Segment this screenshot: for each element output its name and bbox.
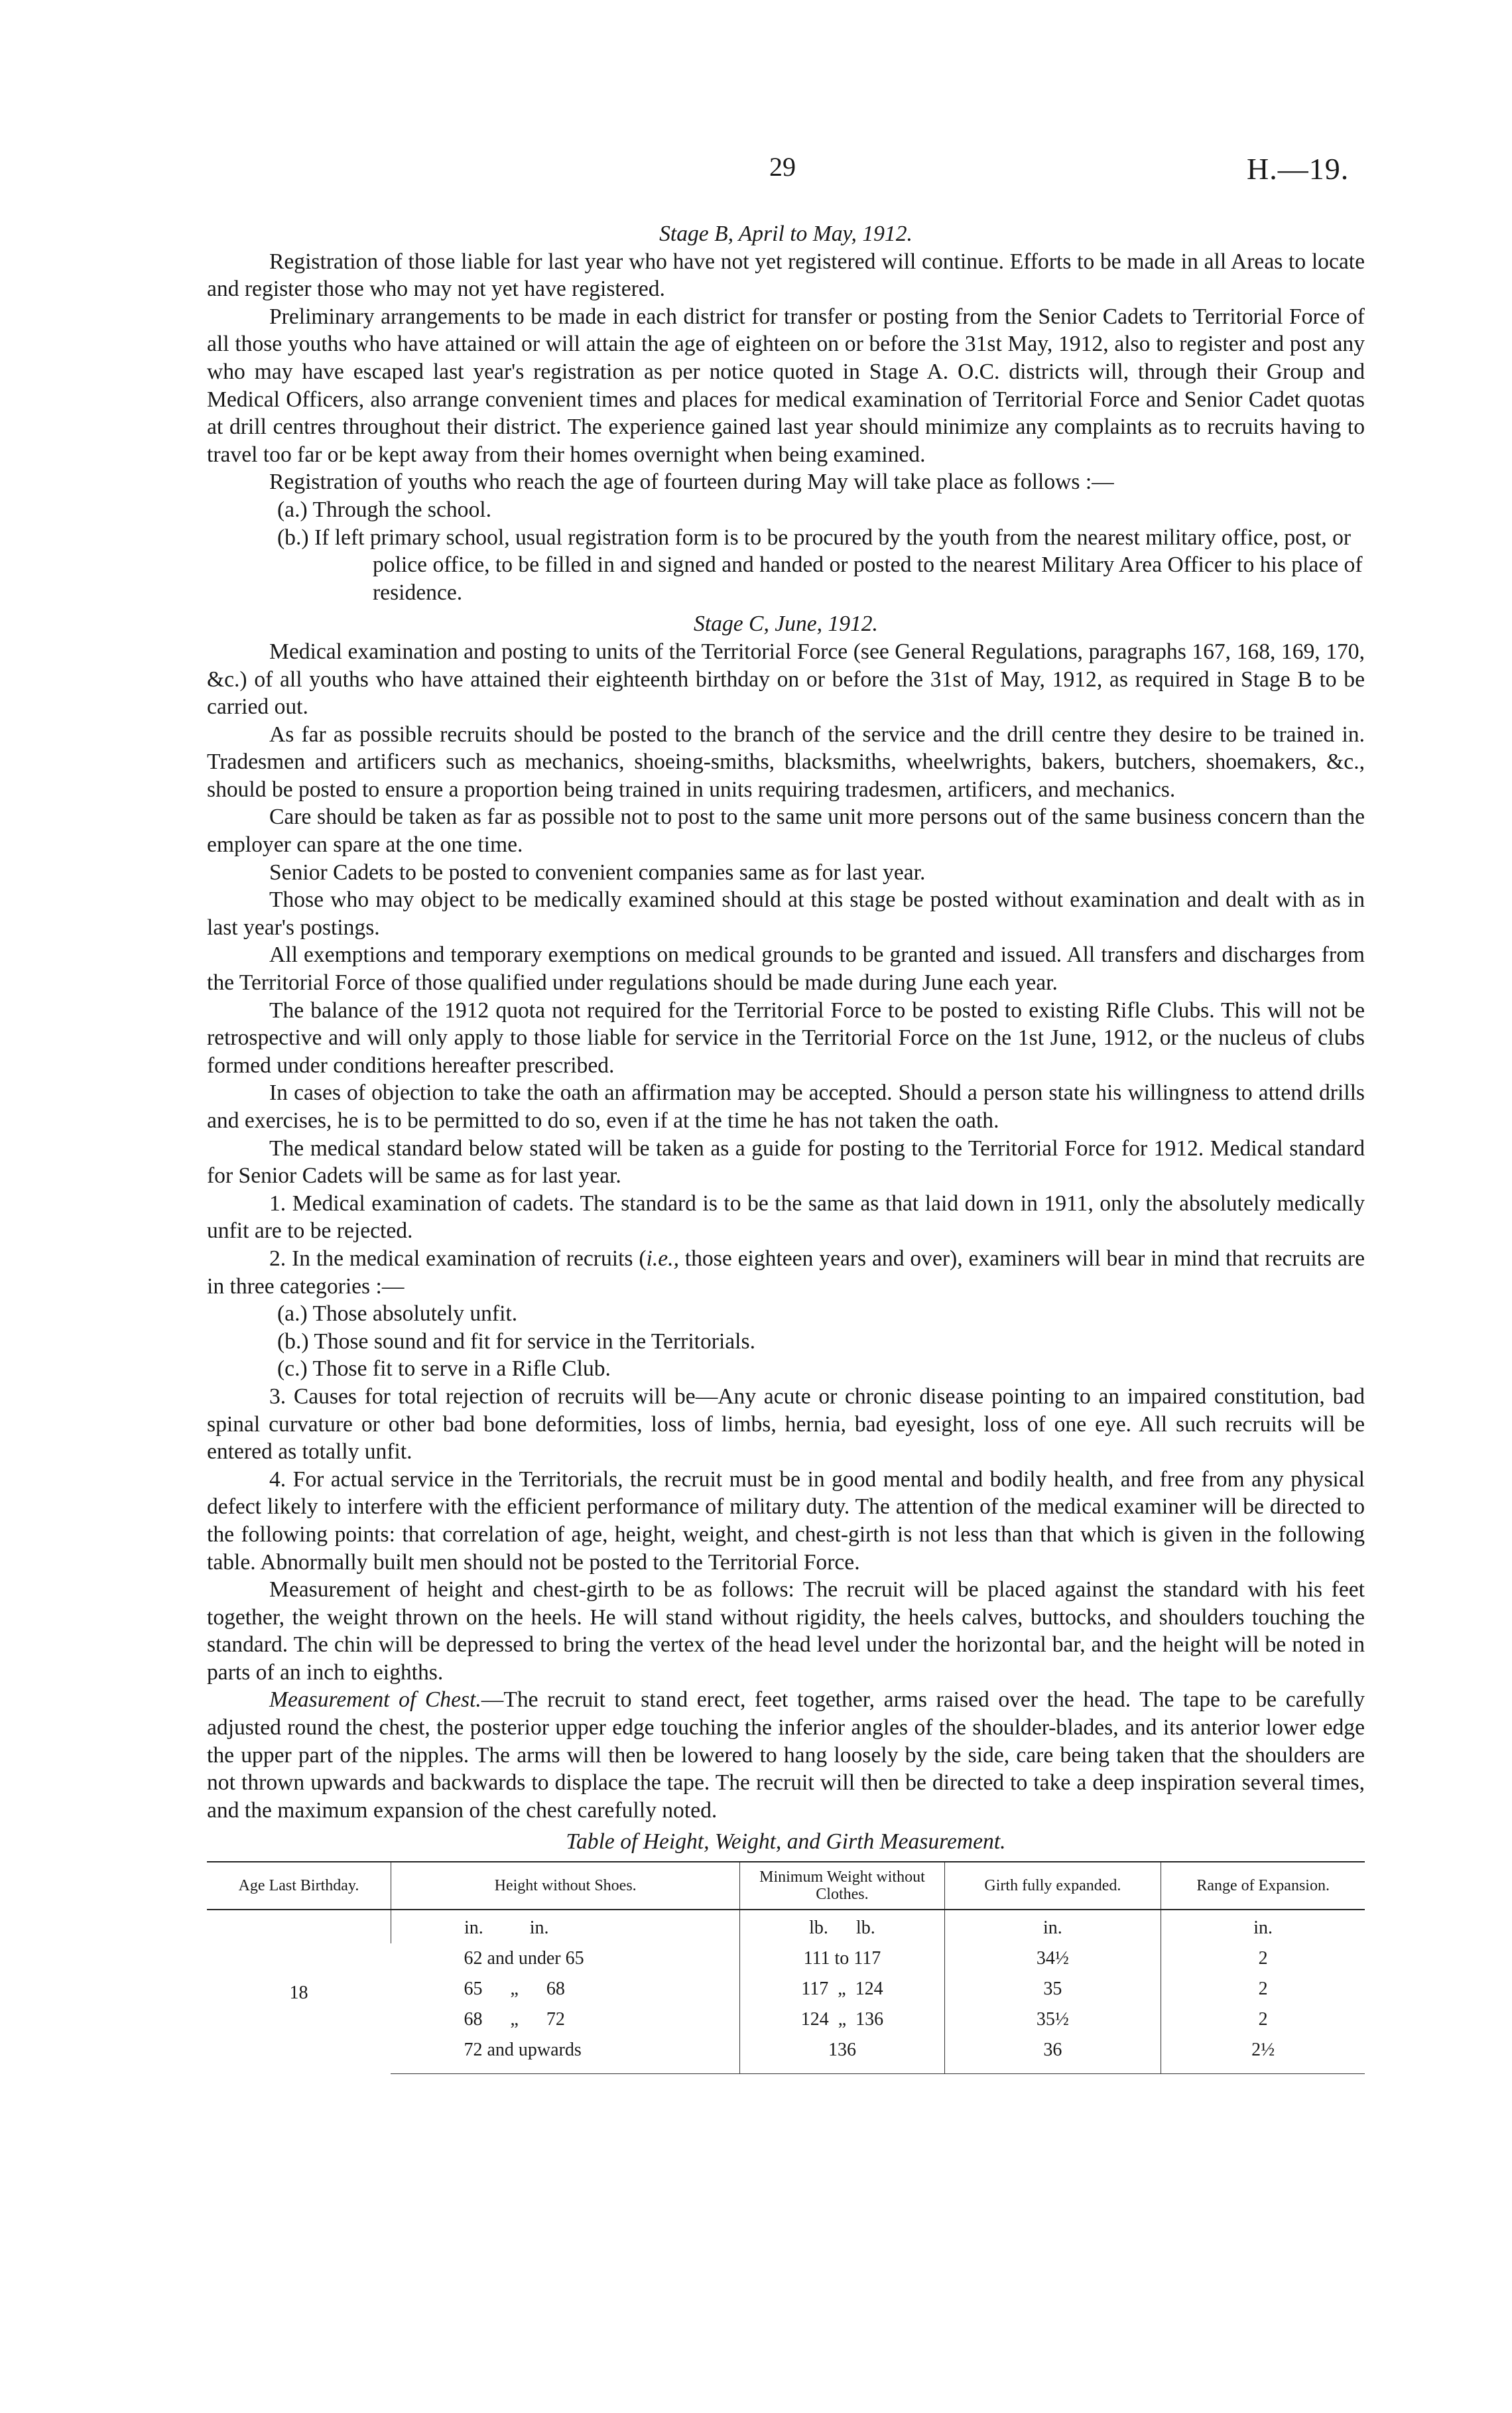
list-item <box>207 1300 1365 1328</box>
stage-c-heading: Stage C, June, 1912. <box>694 612 878 637</box>
table-cell: 2 <box>1161 2004 1365 2035</box>
page-header <box>0 151 1512 191</box>
table-header-cell: Height without Shoes. <box>391 1862 739 1910</box>
list-item-label: (a.) <box>277 1301 308 1327</box>
text-run: 2. In the medical examination of recruits ( <box>269 1246 647 1271</box>
table-cell: 2 <box>1161 1943 1365 1974</box>
text-run: those eighteen years and over), examiners will bear in mind that recruits are in three categories :— <box>207 1246 1365 1299</box>
table-header-cell: Range of Expansion. <box>1161 1862 1365 1910</box>
paragraph: Measurement of height and chest-girth to be as follows: The recruit will be placed against the standard with his feet together, the weight thrown on the heels. He will stand without rigidity, the heels calves, buttocks, and shoulders touching the standard. The chin will be depressed to bring the vertex of the head level under the horizontal bar, and the height will be noted in parts of an inch to eighths. <box>207 1577 1365 1685</box>
table-cell: in. <box>944 1910 1161 1943</box>
paragraph: 1. Medical examination of cadets. The standard is to be the same as that laid down in 1911, only the absolutely medically unfit are to be rejected. <box>207 1191 1365 1244</box>
paragraph: The balance of the 1912 quota not required for the Territorial Force to be posted to existing Rifle Clubs. This will not be retrospective and will only apply to those liable for service in the Territorial Force on the 1st June, 1912, or the nucleus of clubs formed under conditions hereafter prescribed. <box>207 998 1365 1078</box>
paragraph: The medical standard below stated will be taken as a guide for posting to the Territorial Force for 1912. Medical standard for Senior Cadets will be same as for last year. <box>207 1136 1365 1189</box>
paragraph: 4. For actual service in the Territorials, the recruit must be in good mental and bodily health, and free from any physical defect likely to interfere with the efficient performance of military duty. The attention of the medical examiner will be directed to the following points: that correlation of age, height, weight, and chest-girth is not less than that which is given in the following table. Abnormally built men should not be posted to the Territorial Force. <box>207 1467 1365 1575</box>
table-header-row <box>207 1862 1365 1910</box>
document-body <box>207 220 1365 2074</box>
paragraph <box>207 1686 1365 1824</box>
list-item-label: (b.) <box>277 1329 309 1354</box>
paragraph: 3. Causes for total rejection of recruits will be—Any acute or chronic disease pointing to an impaired constitution, bad spinal curvature or other bad bone deformities, loss of limbs, hernia, bad eyesight, loss of one eye. All such recruits will be entered as totally unfit. <box>207 1384 1365 1465</box>
page-number: 29 <box>769 152 796 182</box>
paragraph: All exemptions and temporary exemptions on medical grounds to be granted and issued. All transfers and discharges from the Territorial Force of those qualified under regulations should be made during June each year. <box>207 943 1365 996</box>
table-header-cell: Age Last Birthday. <box>207 1862 391 1910</box>
table-cell: 36 <box>944 2035 1161 2074</box>
text-run-italic: i.e., <box>646 1246 679 1271</box>
list-item-text: If left primary school, usual registration form is to be procured by the youth from the nearest military office, post, or police office, to be filled in and signed and handed or posted to the nearest Military Area Officer to his place of residence. <box>314 525 1363 605</box>
table-cell: 124 „ 136 <box>740 2004 944 2035</box>
list-item <box>207 1328 1365 1356</box>
table-cell: 34½ <box>944 1943 1161 1974</box>
paragraph: Care should be taken as far as possible not to post to the same unit more persons out of the same business concern than the employer can spare at the one time. <box>207 805 1365 858</box>
table-caption: Table of Height, Weight, and Girth Measurement. <box>566 1829 1006 1855</box>
list-item-label: (b.) <box>277 525 309 550</box>
text-run: —The recruit to stand erect, feet together, arms raised over the head. The tape to be carefully adjusted round the chest, the posterior upper edge touching the inferior angles of the shoulder-blades, and its anterior lower edge the upper part of the nipples. The arms will then be lowered to hang loosely by the side, care being taken that the shoulders are not thrown upwards and backwards to displace the tape. The recruit will then be directed to take a deep inspiration several times, and the maximum expansion of the chest carefully noted. <box>207 1687 1365 1823</box>
list-item-label: (c.) <box>277 1356 308 1382</box>
table-header-cell: Girth fully expanded. <box>944 1862 1161 1910</box>
table-cell: 68 „ 72 <box>464 2009 565 2030</box>
table-cell: 35½ <box>944 2004 1161 2035</box>
list-item-text: Through the school. <box>312 497 491 522</box>
table-cell: lb. lb. <box>740 1910 944 1943</box>
table-cell: 65 „ 68 <box>464 1979 565 2000</box>
list-item-text: Those fit to serve in a Rifle Club. <box>312 1356 611 1382</box>
table-cell: 2 <box>1161 1974 1365 2004</box>
table-cell: 2½ <box>1161 2035 1365 2074</box>
list-item-text: Those sound and fit for service in the Territorials. <box>314 1329 755 1354</box>
paragraph: In cases of objection to take the oath an affirmation may be accepted. Should a person state his willingness to attend drills and exercises, he is to be permitted to do so, even if at the time he has not taken the oath. <box>207 1080 1365 1133</box>
list-item-label: (a.) <box>277 497 308 522</box>
list-item <box>207 524 1365 607</box>
table-units-row <box>207 1910 1365 1943</box>
paragraph: Registration of youths who reach the age of fourteen during May will take place as follows :— <box>269 470 1114 495</box>
table-cell: 136 <box>740 2035 944 2074</box>
paragraph: Senior Cadets to be posted to convenient companies same as for last year. <box>269 860 926 885</box>
table-cell: 62 and under 65 <box>464 1948 584 1969</box>
table-cell: 72 and upwards <box>391 2035 739 2074</box>
document-reference: H.—19. <box>1247 152 1350 186</box>
paragraph: Registration of those liable for last year who have not yet registered will continue. Efforts to be made in all Areas to locate and register those who may not yet have registered. <box>207 249 1365 302</box>
table-cell: 35 <box>944 1974 1161 2004</box>
table-cell: in. <box>1161 1910 1365 1943</box>
paragraph: As far as possible recruits should be posted to the branch of the service and the drill centre they desire to be trained in. Tradesmen and artificers such as mechanics, shoeing-smiths, blacksmiths, wheelwrights, bakers, butchers, shoemakers, &c., should be posted to ensure a proportion being trained in units requiring tradesmen, artificers, and mechanics. <box>207 722 1365 802</box>
stage-b-heading: Stage B, April to May, 1912. <box>659 222 913 246</box>
table-cell-age: 18 <box>289 1983 308 2004</box>
text-run-italic: Measurement of Chest. <box>269 1687 481 1713</box>
list-item <box>207 1355 1365 1383</box>
table-header-cell: Minimum Weight without Clothes. <box>740 1862 944 1910</box>
table-cell: 111 to 117 <box>740 1943 944 1974</box>
measurement-table <box>207 1861 1365 2074</box>
paragraph: Medical examination and posting to units of the Territorial Force (see General Regulations, paragraphs 167, 168, 169, 170, &c.) of all youths who have attained their eighteenth birthday on or before the 31st of May, 1912, as required in Stage B to be carried out. <box>207 639 1365 720</box>
paragraph: Preliminary arrangements to be made in each district for transfer or posting from the Senior Cadets to Territorial Force of all those youths who have attained or will attain the age of eighteen on or before the 31st May, 1912, also to register and post any who may have escaped last year's registration as per notice quoted in Stage A. O.C. districts will, through their Group and Medical Officers, also arrange convenient times and places for medical examination of Territorial Force and Senior Cadet quotas at drill centres throughout their district. The experience gained last year should minimize any complaints as to recruits having to travel too far or be kept away from their homes overnight when being examined. <box>207 304 1365 467</box>
paragraph <box>207 1245 1365 1300</box>
table-cell: 117 „ 124 <box>740 1974 944 2004</box>
list-item <box>207 496 1365 524</box>
list-item-text: Those absolutely unfit. <box>312 1301 518 1327</box>
paragraph: Those who may object to be medically examined should at this stage be posted without examination and dealt with as in last year's postings. <box>207 887 1365 940</box>
table-cell: in. in. <box>391 1910 739 1943</box>
